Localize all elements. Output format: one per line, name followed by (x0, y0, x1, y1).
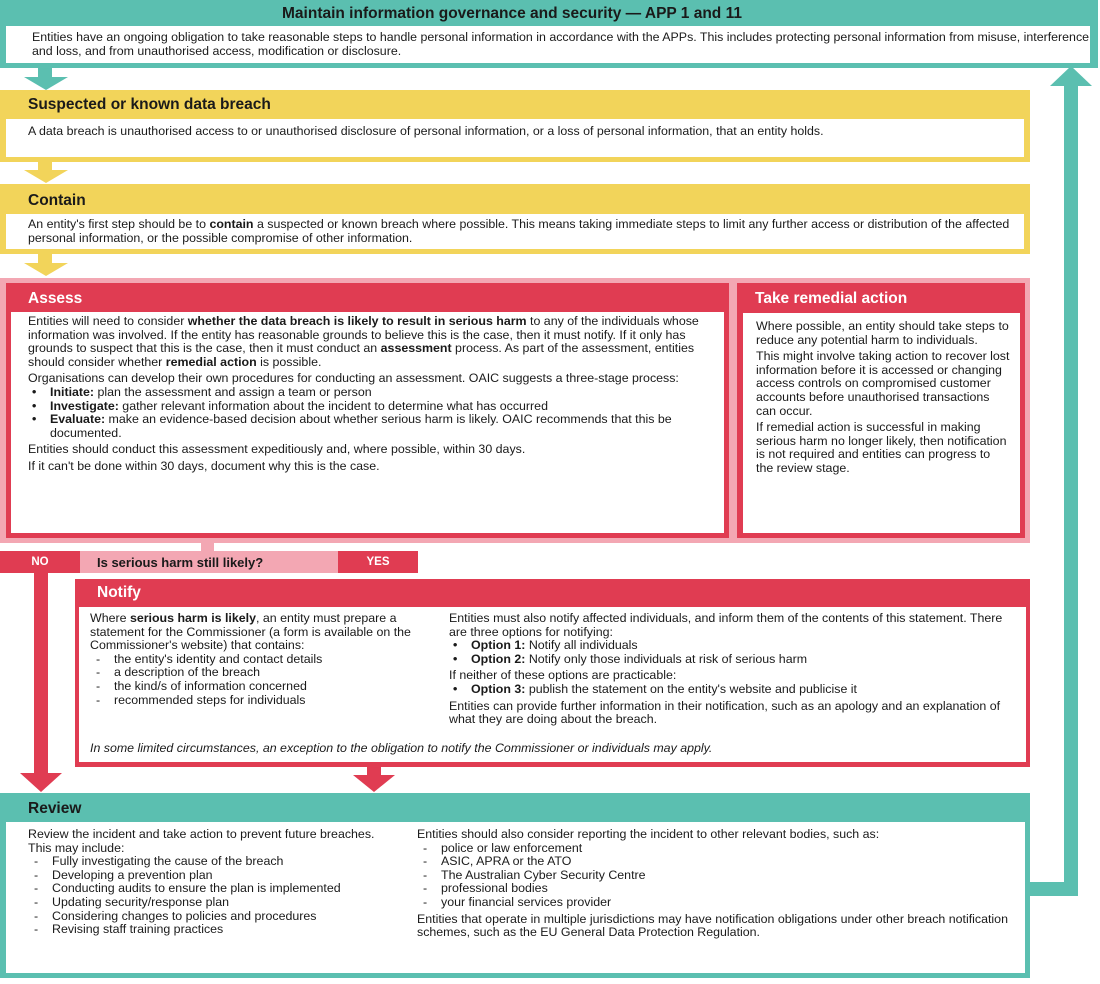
list-item: - The Australian Cyber Security Centre (417, 869, 1017, 883)
remedial-body (743, 313, 1020, 533)
list-item: - police or law enforcement (417, 842, 1017, 856)
notify-footnote: In some limited circumstances, an exception to the obligation to notify the Commissioner or individuals may apply. (90, 741, 713, 755)
breach-title: Suspected or known data breach (28, 96, 271, 113)
review-actions-list (28, 855, 398, 937)
list-item: - Fully investigating the cause of the breach (28, 855, 398, 869)
review-jurisdictions: Entities that operate in multiple jurisdictions may have notification obligations under other breach notification schemes, such as the EU General Data Protection Regulation. (417, 911, 1008, 940)
breach-panel (0, 90, 1030, 162)
decision-question (80, 551, 338, 573)
review-panel (0, 793, 1030, 978)
list-item: - a description of the breach (90, 666, 435, 680)
no-path-arrow (17, 573, 65, 793)
review-bodies-list (417, 842, 1017, 910)
contain-panel (0, 184, 1030, 254)
list-item: - the entity's identity and contact details (90, 653, 435, 667)
arrow-down-icon (20, 162, 72, 184)
contain-title: Contain (28, 192, 86, 209)
notify-option3-list (449, 683, 1019, 697)
list-item: - Updating security/response plan (28, 896, 398, 910)
arrow-down-icon (20, 68, 72, 90)
assess-procedures: Organisations can develop their own procedures for conducting an assessment. OAIC suggests a three-stage process: (28, 371, 679, 386)
breach-text: A data breach is unauthorised access to or unauthorised disclosure of personal information, or a loss of personal information, that an entity holds. (6, 119, 1024, 157)
list-item: - recommended steps for individuals (90, 694, 435, 708)
feedback-loop-arrow (1030, 66, 1100, 899)
yes-path-arrow (350, 767, 398, 793)
notify-individuals-intro: Entities must also notify affected individuals, and inform them of the contents of this statement. There are three options for notifying: (449, 611, 1003, 639)
notify-options-list (449, 639, 1019, 666)
list-item: - Revising staff training practices (28, 923, 398, 937)
review-title: Review (28, 800, 82, 817)
review-reporting-intro: Entities should also consider reporting the incident to other relevant bodies, such as: (417, 827, 880, 841)
list-item: • Evaluate: make an evidence-based decision about whether serious harm is likely. OAIC recommends that this be documented. (28, 413, 714, 440)
list-item: • Investigate: gather relevant information about the incident to determine what has occurred (28, 400, 714, 414)
governance-title: Maintain information governance and security — APP 1 and 11 (282, 5, 742, 22)
notify-further-info: Entities can provide further information in their notification, such as an apology and an explanation of what they are doing about the breach. (449, 698, 1001, 727)
list-item: - Considering changes to policies and procedures (28, 910, 398, 924)
assess-document-note: If it can't be done within 30 days, document why this is the case. (28, 458, 380, 473)
decision-no-tag: NO (0, 551, 80, 573)
notify-impracticable: If neither of these options are practicable: (449, 668, 677, 683)
remedial-outcome: If remedial action is successful in making serious harm no longer likely, then notification is not required and entities can progress to the review stage. (756, 420, 1007, 475)
contain-text: An entity's first step should be to contain a suspected or known breach where possible. This means taking immediate steps to limit any further access or distribution of the affected personal information, or the possible compromise of other information. (6, 214, 1024, 249)
list-item: - the kind/s of information concerned (90, 680, 435, 694)
assess-stage-list (28, 386, 714, 440)
notify-body (79, 607, 1026, 762)
notify-left-column (90, 612, 435, 707)
assess-panel (6, 283, 729, 538)
assess-title: Assess (28, 290, 83, 307)
decision-yes-tag: YES (338, 551, 418, 573)
governance-text: Entities have an ongoing obligation to take reasonable steps to handle personal information in accordance with the APPs. This includes protecting personal information from misuse, interference and loss, and from unauthorised access, modification or disclosure. (6, 26, 1090, 63)
governance-panel (0, 0, 1098, 68)
notify-title: Notify (97, 584, 141, 601)
remedial-example: This might involve taking action to recover lost information before it is accessed or changing access controls on compromised customer accounts before unauthorised transactions can occur. (756, 349, 1010, 418)
notify-statement-list (90, 653, 435, 707)
notify-panel (75, 579, 1030, 767)
review-right-column (417, 828, 1017, 940)
review-left-column (28, 828, 398, 937)
review-intro: Review the incident and take action to prevent future breaches. This may include: (28, 827, 375, 855)
arrow-down-icon (20, 254, 72, 278)
list-item: - ASIC, APRA or the ATO (417, 855, 1017, 869)
notify-commissioner-statement: Where serious harm is likely, an entity must prepare a statement for the Commissioner (a form is available on the Commissioner's website) that contains: (90, 611, 411, 653)
list-item: • Option 2: Notify only those individuals at risk of serious harm (449, 653, 1019, 667)
decision-question-text: Is serious harm still likely? (97, 555, 264, 570)
list-item: - your financial services provider (417, 896, 1017, 910)
list-item: • Initiate: plan the assessment and assign a team or person (28, 386, 714, 400)
list-item: - professional bodies (417, 882, 1017, 896)
notify-right-column (449, 612, 1019, 727)
list-item: • Option 3: publish the statement on the entity's website and publicise it (449, 683, 1019, 697)
remedial-title: Take remedial action (755, 290, 908, 307)
remedial-panel (737, 283, 1025, 538)
list-item: - Conducting audits to ensure the plan is implemented (28, 882, 398, 896)
assess-intro: Entities will need to consider whether the data breach is likely to result in serious harm to any of the individuals whose information was involved. If the entity has reasonable grounds to believe this is the case, then it must notify. If it only has grounds to suspect that this is the case, then it must conduct an assessment process. As part of the assessment, entities should consider whether remedial action is possible. (28, 314, 699, 369)
list-item: • Option 1: Notify all individuals (449, 639, 1019, 653)
list-item: - Developing a prevention plan (28, 869, 398, 883)
review-body (6, 822, 1025, 973)
assess-timeframe: Entities should conduct this assessment expeditiously and, where possible, within 30 days. (28, 442, 526, 457)
assess-body (11, 312, 724, 533)
remedial-intro: Where possible, an entity should take steps to reduce any potential harm to individuals. (756, 319, 1009, 347)
assess-connector (201, 543, 214, 551)
